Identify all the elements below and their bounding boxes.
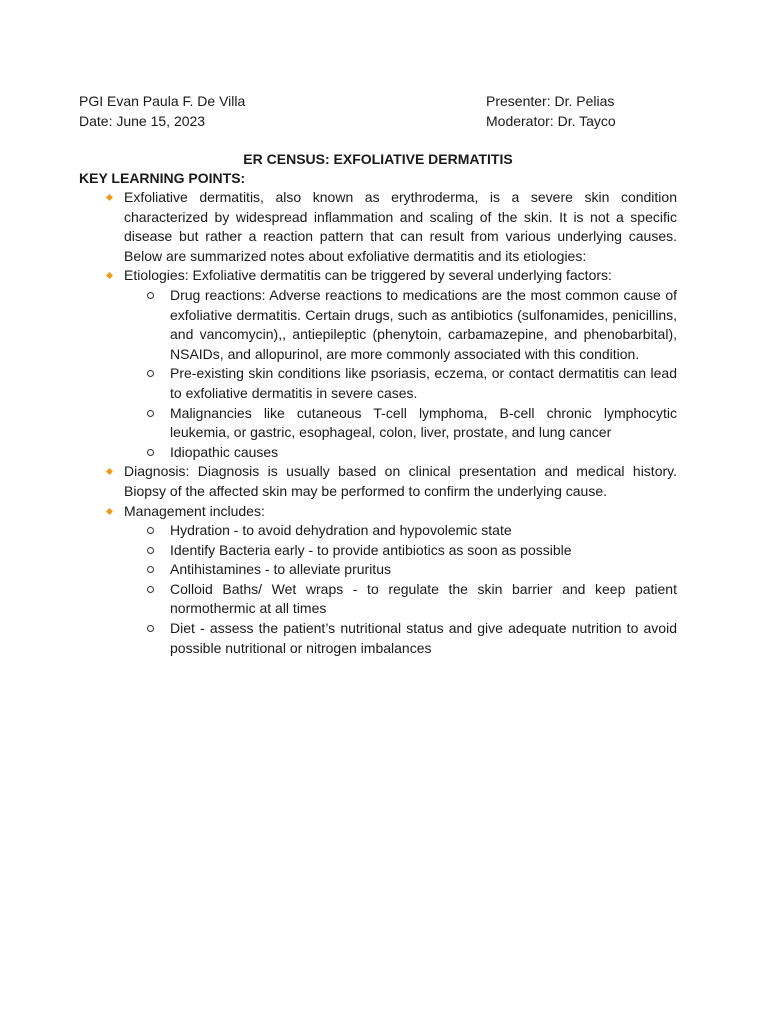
sublist-item-text: Identify Bacteria early - to provide antibiotics as soon as possible	[170, 541, 572, 558]
sublist-item-text: Idiopathic causes	[170, 443, 279, 460]
sublist-item	[170, 619, 677, 658]
sublist-item	[170, 580, 677, 619]
diamond-bullet-icon	[106, 194, 113, 201]
circle-bullet-icon	[147, 527, 154, 534]
list-item-etiologies	[124, 266, 677, 462]
list-item-intro	[124, 188, 677, 266]
list-item-management	[124, 502, 677, 659]
sublist-item	[170, 286, 677, 364]
sublist-item	[170, 404, 677, 443]
sublist-item-text: Hydration - to avoid dehydration and hypovolemic state	[170, 522, 512, 539]
sublist-item	[170, 560, 677, 580]
sublist-item-text: Drug reactions: Adverse reactions to medications are the most common cause of exfoliative dermatitis. Certain drugs, such as antibiotics (sulfonamides, penicillins, and vancomycin),, antiepileptic (phenytoin, carbamazepine, and phenobarbital), NSAIDs, and allopurinol, are more commonly associated with this condition.	[170, 286, 677, 362]
sublist-item	[170, 443, 677, 463]
diamond-bullet-icon	[106, 468, 113, 475]
diamond-bullet-icon	[106, 272, 113, 279]
author-name: PGI Evan Paula F. De Villa	[79, 93, 246, 109]
document-page	[79, 91, 677, 658]
presenter: Presenter: Dr. Pelias	[486, 93, 615, 109]
list-item-diagnosis	[124, 462, 677, 501]
circle-bullet-icon	[147, 370, 154, 377]
document-date: Date: June 15, 2023	[79, 113, 206, 129]
sublist-item	[170, 541, 677, 561]
diamond-bullet-icon	[106, 507, 113, 514]
circle-bullet-icon	[147, 625, 154, 632]
sublist-item-text: Diet - assess the patient’s nutritional status and give adequate nutrition to avoid possible nutritional or nitrogen imbalances	[170, 620, 677, 656]
management-sublist	[124, 521, 677, 658]
sublist-item	[170, 364, 677, 403]
list-item-text: Etiologies: Exfoliative dermatitis can be triggered by several underlying factors:	[124, 267, 612, 284]
document-title: ER CENSUS: EXFOLIATIVE DERMATITIS	[243, 151, 513, 167]
etiologies-sublist	[124, 286, 677, 462]
list-item-text: Management includes:	[124, 502, 265, 519]
circle-bullet-icon	[147, 449, 154, 456]
sublist-item-text: Colloid Baths/ Wet wraps - to regulate the skin barrier and keep patient normothermic at all times	[170, 580, 677, 617]
section-heading: KEY LEARNING POINTS:	[79, 170, 246, 186]
key-points-list	[79, 188, 677, 658]
circle-bullet-icon	[147, 586, 154, 593]
circle-bullet-icon	[147, 410, 154, 417]
circle-bullet-icon	[147, 566, 154, 573]
sublist-item-text: Antihistamines - to alleviate pruritus	[170, 561, 391, 578]
header-row-1	[79, 91, 677, 111]
sublist-item-text: Pre-existing skin conditions like psoriasis, eczema, or contact dermatitis can lead to exfoliative dermatitis in severe cases.	[170, 365, 677, 401]
list-item-text: Diagnosis: Diagnosis is usually based on clinical presentation and medical history. Biopsy of the affected skin may be performed to confirm the underlying cause.	[124, 463, 677, 499]
moderator: Moderator: Dr. Tayco	[486, 113, 616, 129]
header-row-2	[79, 111, 677, 131]
circle-bullet-icon	[147, 292, 154, 299]
sublist-item-text: Malignancies like cutaneous T-cell lymphoma, B-cell chronic lymphocytic leukemia, or gastric, esophageal, colon, liver, prostate, and lung cancer	[170, 404, 677, 441]
list-item-text: Exfoliative dermatitis, also known as erythroderma, is a severe skin condition characterized by widespread inflammation and scaling of the skin. It is not a specific disease but rather a reaction pattern that can result from various underlying causes. Below are summarized notes about exfoliative dermatitis and its etiologies:	[124, 189, 677, 264]
circle-bullet-icon	[147, 547, 154, 554]
sublist-item	[170, 521, 677, 541]
